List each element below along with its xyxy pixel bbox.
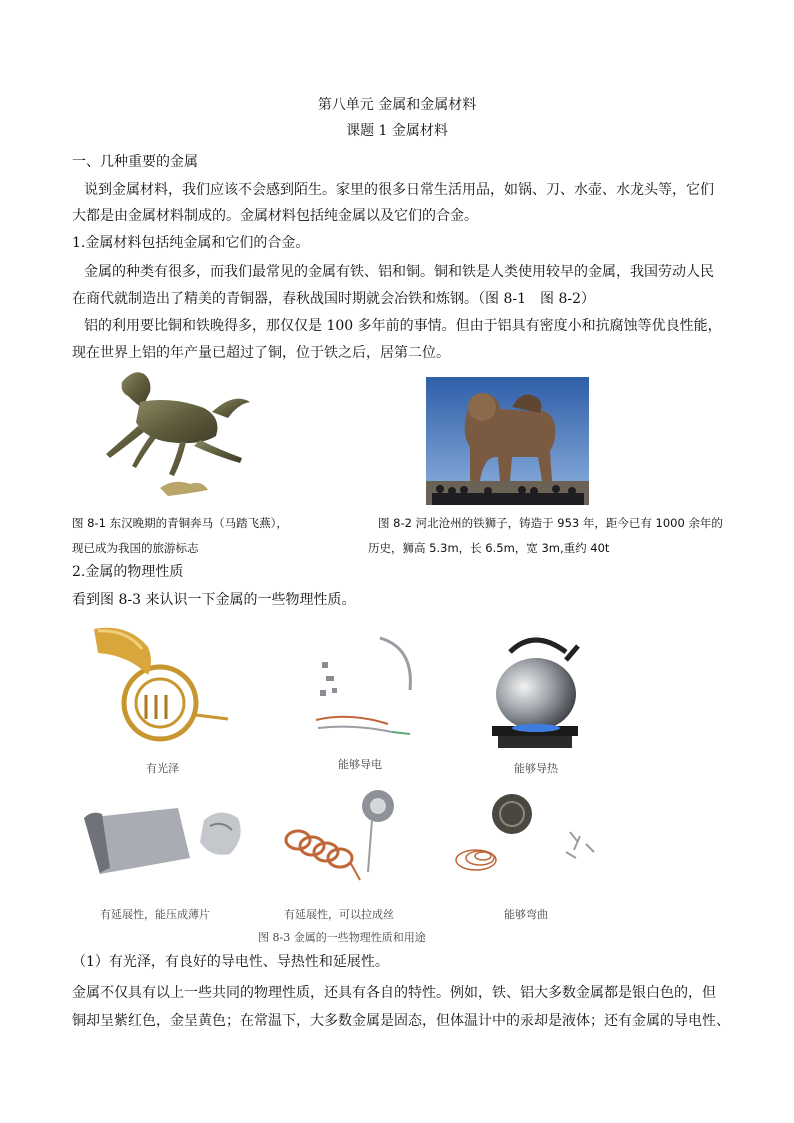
paragraph-5-line-2: 铜却呈紫红色，金呈黄色；在常温下，大多数金属是固态，但体温计中的汞却是液体；还有金属的导电性、 bbox=[72, 1013, 730, 1029]
figure-8-3-caption: 图 8-3 金属的一些物理性质和用途 bbox=[258, 931, 426, 944]
figure-8-2-caption-line-2: 历史，狮高 5.3m，长 6.5m，宽 3m,重约 40t bbox=[368, 541, 610, 555]
section-heading: 一、几种重要的金属 bbox=[72, 154, 198, 170]
unit-title: 第八单元 金属和金属材料 bbox=[317, 97, 477, 113]
bending-metal-image bbox=[450, 792, 600, 888]
lesson-title: 课题 1 金属材料 bbox=[346, 123, 448, 139]
paragraph-1-line-1: 说到金属材料，我们应该不会感到陌生。家里的很多日常生活用品，如锅、刀、水壶、水龙头等，它们 bbox=[84, 182, 714, 198]
figure-8-1-caption-line-2: 现已成为我国的旅游标志 bbox=[72, 541, 199, 555]
label-luster: 有光泽 bbox=[146, 762, 179, 775]
figure-8-2-caption-line-1: 图 8-2 河北沧州的铁狮子，铸造于 953 年，距今已有 1000 余年的 bbox=[378, 516, 723, 530]
paragraph-5-line-1: 金属不仅具有以上一些共同的物理性质，还具有各自的特性。例如，铁、铝大多数金属都是银白色的，但 bbox=[72, 985, 716, 1001]
label-sheet: 有延展性，能压成薄片 bbox=[100, 908, 210, 921]
label-bend: 能够弯曲 bbox=[504, 908, 548, 921]
paragraph-3-line-2: 现在世界上铝的年产量已超过了铜，位于铁之后，居第二位。 bbox=[72, 345, 450, 361]
french-horn-image bbox=[88, 625, 230, 753]
point-2: 2.金属的物理性质 bbox=[72, 564, 184, 580]
paragraph-3-line-1: 铝的利用要比铜和铁晚得多，那仅仅是 100 多年前的事情。但由于铝具有密度小和抗腐蚀等优良性能， bbox=[84, 318, 722, 334]
kettle-image bbox=[488, 630, 580, 752]
paragraph-4: 看到图 8-3 来认识一下金属的一些物理性质。 bbox=[72, 592, 356, 608]
summary-1: （1）有光泽，有良好的导电性、导热性和延展性。 bbox=[72, 954, 389, 970]
electric-wires-image bbox=[310, 632, 422, 742]
foil-sheet-image bbox=[80, 798, 246, 878]
point-1: 1.金属材料包括纯金属和它们的合金。 bbox=[72, 235, 310, 251]
label-conduct-heat: 能够导热 bbox=[514, 762, 558, 775]
paragraph-2-line-1: 金属的种类有很多，而我们最常见的金属有铁、铝和铜。铜和铁是人类使用较早的金属，我国劳动人民 bbox=[84, 264, 714, 280]
figure-8-1-caption-line-1: 图 8-1 东汉晚期的青铜奔马（马踏飞燕）， bbox=[72, 516, 288, 530]
bronze-horse-image bbox=[82, 362, 272, 507]
label-conduct-electricity: 能够导电 bbox=[338, 758, 382, 771]
iron-lion-image bbox=[426, 377, 589, 505]
paragraph-1-line-2: 大都是由金属材料制成的。金属材料包括纯金属以及它们的合金。 bbox=[72, 208, 478, 224]
label-wire: 有延展性，可以拉成丝 bbox=[284, 908, 394, 921]
wire-coil-image bbox=[268, 784, 408, 884]
paragraph-2-line-2: 在商代就制造出了精美的青铜器，春秋战国时期就会冶铁和炼钢。（图 8-1 图 8-2） bbox=[72, 291, 595, 307]
